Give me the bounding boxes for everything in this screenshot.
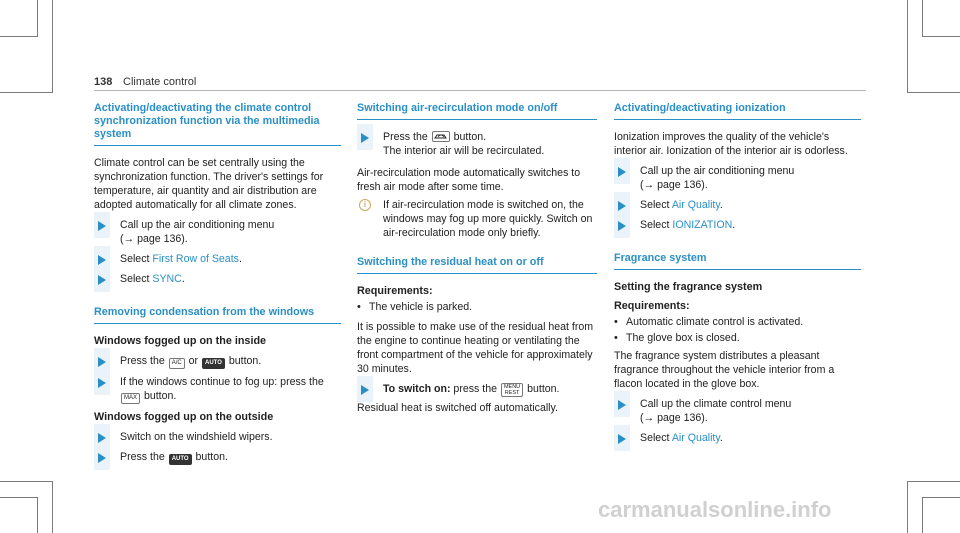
step-arrow-icon [357, 124, 373, 150]
step-text: Switch on the windshield wipers. [120, 431, 273, 443]
step-text: . [238, 253, 242, 265]
header-divider [94, 90, 866, 91]
crop-mark [0, 36, 37, 37]
instruction-step [614, 397, 861, 425]
step-text: . [181, 273, 185, 285]
crop-mark [0, 92, 53, 93]
sync-body: Climate control can be set centrally using the synchronization function. The driver's settings for temperature, air quantity and air distribution are adopted automatically for all climate zones. [94, 157, 324, 211]
step-text: button. [450, 131, 487, 143]
heading-rule [357, 273, 597, 274]
residual-heat-after: Residual heat is switched off automatically. [357, 402, 558, 414]
requirements-label: Requirements: [357, 285, 433, 297]
step-arrow-icon [94, 266, 110, 292]
step-text: Call up the air conditioning menu [120, 219, 275, 231]
step-text: Press the [120, 355, 168, 367]
inside-heading: Windows fogged up on the inside [94, 335, 267, 347]
crop-mark [907, 481, 960, 482]
requirement-item: • The glove box is closed. [614, 331, 861, 345]
step-text: . [719, 432, 723, 444]
crop-mark [0, 497, 37, 498]
step-text: . [719, 199, 723, 211]
column-left [94, 102, 341, 469]
column-middle [357, 102, 597, 419]
instruction-step [94, 450, 341, 465]
instruction-step [614, 431, 861, 445]
step-arrow-icon [94, 212, 110, 238]
step-text: Press the [383, 131, 431, 143]
step-text: button. [192, 451, 228, 463]
instruction-step [94, 252, 341, 266]
menu-rest-button-icon [501, 383, 523, 397]
crop-mark [907, 0, 908, 92]
step-text: If the windows continue to fog up: press the [120, 376, 324, 388]
crop-mark [922, 497, 960, 498]
ionization-body: Ionization improves the quality of the vehicle's interior air. Ionization of the interior air is odorless. [614, 131, 848, 157]
page-number: 138 [94, 76, 113, 88]
step-text: button. [524, 383, 560, 395]
step-arrow-icon [614, 425, 630, 451]
step-arrow-icon [614, 212, 630, 238]
instruction-step [94, 272, 341, 286]
recirculation-heading: Switching air-recirculation mode on/off [357, 102, 558, 114]
step-text: Select [640, 432, 672, 444]
outside-heading: Windows fogged up on the outside [94, 411, 274, 423]
menu-item-air-quality[interactable]: Air Quality [671, 199, 720, 211]
fragrance-body: The fragrance system distributes a pleasant fragrance throughout the vehicle interior from a flacon located in the glove box. [614, 350, 835, 390]
step-text: Select [120, 273, 153, 285]
step-text: Call up the climate control menu [640, 398, 792, 410]
step-text: Press the [120, 451, 168, 463]
page-reference[interactable]: (→ page 136). [640, 412, 708, 424]
heading-rule [94, 145, 341, 146]
instruction-step [357, 130, 597, 158]
ac-button-icon: A/C [169, 358, 185, 369]
step-text: or [185, 355, 202, 367]
crop-mark [922, 0, 923, 37]
crop-mark [0, 481, 53, 482]
instruction-step [614, 164, 861, 192]
crop-mark [52, 0, 53, 92]
step-text: . [732, 219, 736, 231]
step-arrow-icon [94, 369, 110, 395]
step-text: Select [640, 199, 672, 211]
crop-mark [907, 481, 908, 533]
step-text: Select [640, 219, 673, 231]
crop-mark [52, 481, 53, 533]
step-label: To switch on: [383, 383, 451, 395]
step-arrow-icon [94, 444, 110, 470]
requirement-item: • The vehicle is parked. [357, 300, 597, 314]
crop-mark [37, 497, 38, 533]
fragrance-heading: Fragrance system [614, 252, 707, 264]
instruction-step [94, 375, 341, 404]
step-arrow-icon [614, 391, 630, 417]
note-text: If air-recirculation mode is switched on, the windows may fog up more quickly. Switch on air-recirculation mode only briefly. [383, 199, 593, 239]
instruction-step [357, 382, 597, 397]
key-label: REST [504, 390, 520, 396]
watermark-text: carmanualsonline.info [598, 497, 832, 522]
requirement-item: • Automatic climate control is activated. [614, 315, 861, 329]
crop-mark [922, 36, 960, 37]
heading-rule [94, 323, 341, 324]
step-result: The interior air will be recirculated. [383, 145, 545, 157]
sync-heading: Activating/deactivating the climate control synchronization function via the multimedia system [94, 102, 320, 140]
step-text: press the [450, 383, 500, 395]
info-icon: i [359, 199, 371, 211]
section-title: Climate control [123, 76, 197, 88]
ionization-heading: Activating/deactivating ionization [614, 102, 786, 114]
heading-rule [357, 119, 597, 120]
menu-item-first-row-of-seats[interactable]: First Row of Seats [152, 253, 239, 265]
instruction-step [94, 218, 341, 246]
step-arrow-icon [357, 376, 373, 402]
condensation-heading: Removing condensation from the windows [94, 306, 315, 318]
page-reference[interactable]: (→ page 136). [120, 233, 188, 245]
menu-item-ionization[interactable]: IONIZATION [672, 219, 733, 231]
instruction-step [94, 354, 341, 369]
crop-mark [37, 0, 38, 37]
residual-heat-heading: Switching the residual heat on or off [357, 256, 544, 268]
requirements-label: Requirements: [614, 300, 690, 312]
crop-mark [907, 92, 960, 93]
recirculation-button-icon [432, 131, 450, 142]
crop-mark [922, 497, 923, 533]
info-note [357, 198, 597, 240]
max-defrost-button-icon: MAX [121, 393, 140, 404]
step-text: button. [225, 355, 262, 367]
page-header [94, 75, 866, 89]
instruction-step [614, 218, 861, 232]
menu-item-sync[interactable]: SYNC [152, 273, 182, 285]
fragrance-subheading: Setting the fragrance system [614, 281, 763, 293]
step-text: button. [141, 390, 177, 402]
instruction-step [614, 198, 861, 212]
menu-item-air-quality[interactable]: Air Quality [671, 432, 720, 444]
heading-rule [614, 269, 861, 270]
step-arrow-icon [614, 158, 630, 184]
residual-heat-body: It is possible to make use of the residual heat from the engine to continue heating or ventilating the front compartment of the vehicle for approximately 30 minutes. [357, 321, 594, 375]
auto-button-icon: AUTO [169, 454, 192, 465]
key-label: MENU [503, 384, 521, 390]
step-text: Select [120, 253, 153, 265]
page-reference[interactable]: (→ page 136). [640, 179, 708, 191]
instruction-step [94, 430, 341, 444]
heading-rule [614, 119, 861, 120]
step-text: Call up the air conditioning menu [640, 165, 795, 177]
recirculation-body: Air-recirculation mode automatically switches to fresh air mode after some time. [357, 167, 581, 193]
column-right [614, 102, 861, 449]
auto-button-icon: AUTO [202, 358, 225, 369]
